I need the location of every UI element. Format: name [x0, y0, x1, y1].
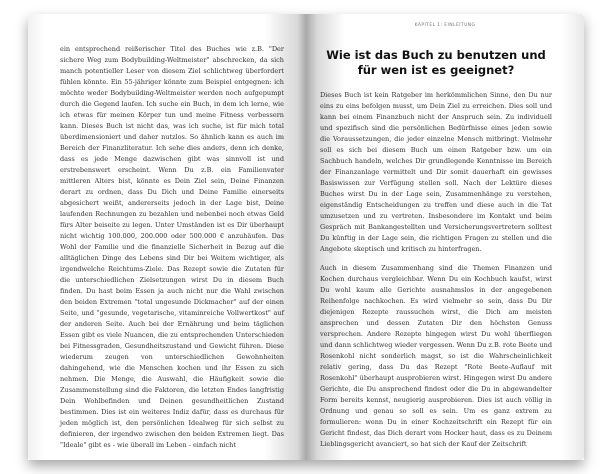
chapter-section-heading: Wie ist das Buch zu benutzen und für wen ist es geeignet?	[326, 48, 546, 77]
right-page-paragraph-2: Auch in diesem Zusammenhang sind die Themen Finanzen und Kochen durchaus vergleichbar. Wenn Du ein Kochbuch kaufst, wirst Du wohl kaum alle Gerichte ausnahmslos in der angegebenen Reihenfolge nachkochen. Es wird vielmehr so sein, dass Du Dir diejenigen Rezepte raussuchen wirst, die Dich am meisten ansprechen und dessen Zutaten Dir den höchsten Genuss versprechen. Andere Rezepte hingegen wirst Du wohl überfliegen und dann schlichtweg wieder vergessen. Wenn Du z.B. rote Beete und Rosenkohl nicht sonderlich magst, so ist die Wahrscheinlichkeit relativ gering, dass Du das Rezept "Rote Beete-Auflauf mit Rosenkohl" überhaupt ausprobieren wirst. Hingegen wirst Du andere Gerichte, die Du ansprechend findest oder die Du in abgewandelter Form bereits kennst, neugierig ausprobieren. Dies ist auch völlig in Ordnung und genau so soll es sein. Um es ganz extrem zu formulieren: wenn Du in einer Kochzeitschrift ein Rezept für ein Gericht findest, das Dich derart vom Hocker haut, dass es zu Deinem Lieblingsgericht avanciert, so hat sich der Kauf der Zeitschrift	[320, 264, 552, 448]
left-page	[28, 14, 306, 460]
right-running-head: KAPITEL 1: EINLEITUNG	[414, 23, 476, 28]
right-page-paragraph-1: Dieses Buch ist kein Ratgeber im herkömmlichen Sinne, den Du nur eins zu eins befolgen musst, um Dein Ziel zu erreichen. Dies soll und kann bei einem Finanzbuch nicht der Anspruch sein. Zu individuell und spezifisch sind die persönlichen Bedürfnisse eines jeden sowie die Voraussetzungen, die jeder einzelne Mensch mitbringt. Vielmehr soll es sich bei diesem Buch um einen Ratgeber bzw. um ein Sachbuch handeln, welches Dir grundlegende Kenntnisse im Bereich der Finanzanlage vermittelt und Dir somit dauerhaft ein gewisses Basiswissen zur Verfügung stellen soll. Nach der Lektüre dieses Buches wirst Du in der Lage sein, Zusammenhänge zu verstehen, eigenständig Entscheidungen zu treffen und diese auch in die Tat umzusetzen und zu vertreten. Insbesondere im Kontakt und beim Gespräch mit Bankangestellten und Versicherungsvertretern solltest Du künftig in der Lage sein, die richtigen Fragen zu stellen und die Angebote skeptisch und kritisch zu hinterfragen.	[320, 91, 552, 253]
open-book	[28, 14, 584, 460]
left-page-paragraph-1: ein entsprechend reißerischer Titel des Buches wie z.B. "Der sichere Weg zum Bodybuilding-Weltmeister" abschrecken, da sich manch potentieller Leser von diesem Ziel schlichtweg überfordert fühlen könnte. Ein 55-jähriger könnte zum Beispiel entgegnen: ich möchte weder Bodybuilding-Weltmeister werden noch aufgepumpt durch die Gegend laufen. Ich suche ein Buch, in dem ich lerne, wie ich etwas für meinen Körper tun und meine Fitness verbessern kann. Dieses Buch ist nicht das, was ich suche, ist für mich total überdimensioniert und daher nutzlos. So ähnlich kann es auch im Bereich der Finanzliteratur. Ich sehe dies anders, denn ich denke, dass es jede Menge dazwischen gibt was sinnvoll ist und erstrebenswert erscheint. Wenn Du z.B. ein Familienvater mittleren Alters bist, könnte es Dein Ziel sein, Deine Finanzen derart zu ordnen, dass Du Dich und Deine Familie einerseits abgesichert weißt, andererseits jedoch in der Lage bist, Deine laufenden Rechnungen zu bezahlen und nebenbei noch etwas Geld fürs Alter beiseite zu legen. Unter Umständen ist es Dir überhaupt nicht wichtig 100.000, 200.000 oder 500.000 € anzuhäufen. Das Wohl der Familie und die finanzielle Sicherheit in Bezug auf die alltäglichen Dinge des Lebens sind Dir bei Weitem wichtiger, als irgendwelche Reichtums-Ziele. Das Rezept sowie die Zutaten für die unterschiedlichen Zielsetzungen wirst Du in diesem Buch finden. Du hast beim Essen ja auch nicht nur die Wahl zwischen den beiden Extremen "total ungesunde Dickmacher" auf der einen Seite, und "gesunde, vegetarische, vitaminreiche Vollwertkost" auf der anderen Seite. Auch bei der Ernährung und beim täglichen Essen gibt es viele Nuancen, die zu entsprechenden Unterschieden bei Fitnessgraden, Gesundheitszustand und Gewicht führen. Diese wiederum zeugen von unterschiedlichen Gewohnheiten dahingehend, wie die Menschen kochen und ihr Essen zu sich nehmen. Die Menge, die Auswahl, die Häufigkeit sowie die Zusammenstellung sind die Faktoren, die letzten Endes langfristig Dein Wohlbefinden und Deinen gesundheitlichen Zustand bestimmen. Dies ist ein weiteres Indiz dafür, dass es durchaus für jeden möglich ist, den persönlichen Idealweg für sich selbst zu definieren, der irgendwo zwischen den beiden Extremen liegt. Das "Ideale" gibt es - wie überall im Leben - einfach nicht	[60, 45, 284, 449]
right-page	[306, 14, 584, 460]
